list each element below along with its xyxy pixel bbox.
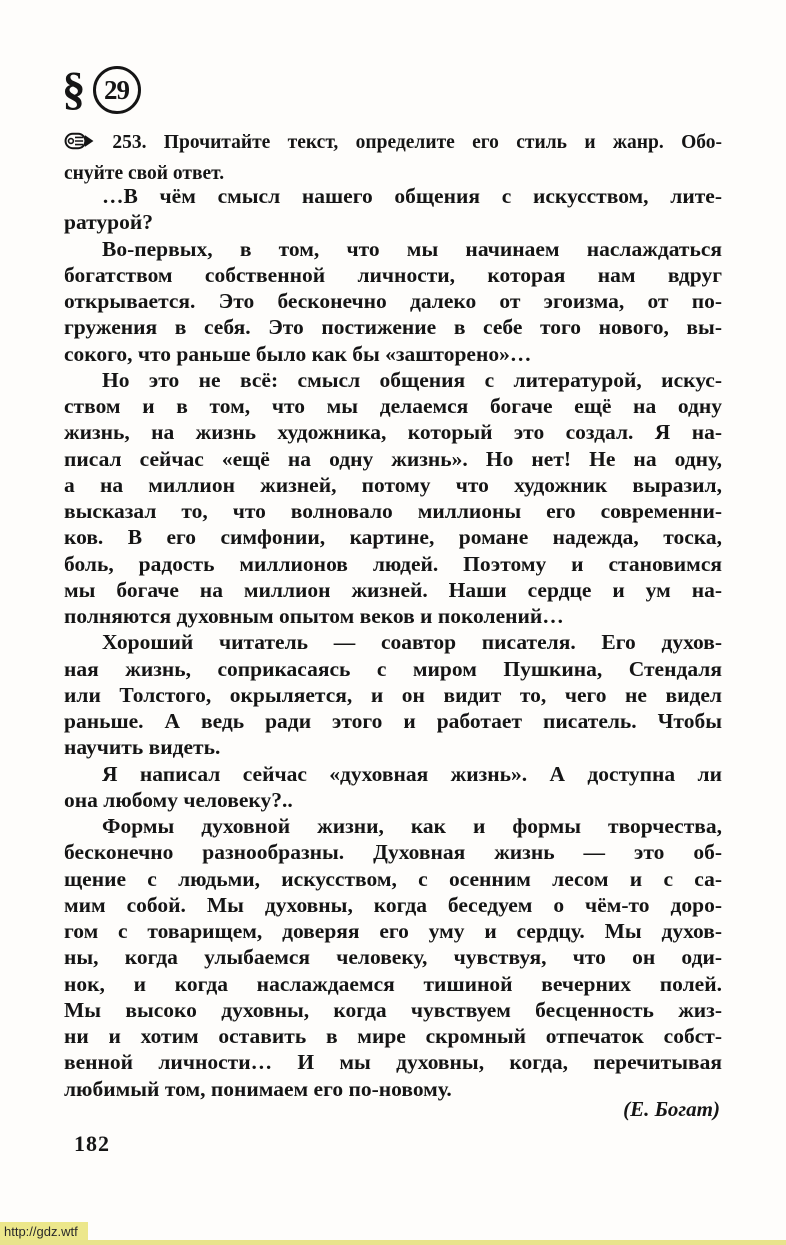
- paragraph-line: Я написал сейчас «духовная жизнь». А доступна ли: [102, 761, 722, 786]
- paragraph-line: …В чём смысл нашего общения с искусством, лите-: [102, 184, 722, 208]
- paragraph: [64, 813, 722, 1102]
- paragraph-line: гружения в себя. Это постижение в себе того нового, вы-: [64, 315, 722, 340]
- paragraph-line: раньше. А ведь ради этого и работает писатель. Чтобы: [64, 709, 722, 733]
- paragraph-line: щение с людьми, искусством, с осенним лесом и с са-: [64, 866, 722, 891]
- watermark-label: http://gdz.wtf: [0, 1222, 88, 1242]
- paragraph-line: а на миллион жизней, потому что художник выразил,: [64, 472, 722, 497]
- paragraph-line: бесконечно разнообразны. Духовная жизнь — это об-: [64, 840, 722, 865]
- paragraph-line: гом с товарищем, доверяя его уму и сердцу. Мы духов-: [64, 919, 722, 943]
- paragraph-line: ная жизнь, соприкасаясь с миром Пушкина, Стендаля: [64, 656, 722, 681]
- paragraph-line: ратурой?: [64, 210, 154, 235]
- paragraph-line: венной личности… И мы духовны, когда, перечитывая: [64, 1050, 722, 1075]
- paragraph-line: она любому человеку?..: [64, 787, 293, 812]
- paragraph-line: любимый том, понимаем его по-новому.: [64, 1076, 452, 1101]
- exercise-header: [64, 129, 722, 188]
- section-header: [62, 62, 141, 115]
- paragraph-line: ны, когда улыбаемся человеку, чувствуя, что он оди-: [64, 945, 722, 970]
- paragraph: [64, 183, 722, 236]
- paragraph-line: богатством собственной личности, которая нам вдруг: [64, 262, 722, 287]
- paragraph: [64, 629, 722, 760]
- paragraph-line: Мы высоко духовны, когда чувствуем бесценность жиз-: [64, 997, 722, 1022]
- paragraph-line: Формы духовной жизни, как и формы творчества,: [102, 814, 722, 838]
- paragraph-line: научить видеть.: [64, 735, 221, 760]
- paragraph-line: мим собой. Мы духовны, когда беседуем о чём-то доро-: [64, 892, 722, 917]
- paragraph-line: мы богаче на миллион жизней. Наши сердце и ум на-: [64, 577, 722, 602]
- paragraph: [64, 367, 722, 630]
- paragraph-line: ков. В его симфонии, картине, романе надежда, тоска,: [64, 525, 722, 550]
- paragraph-line: высказал то, что волновало миллионы его современни-: [64, 499, 722, 523]
- section-number-badge: [93, 66, 141, 114]
- section-number: 29: [104, 74, 129, 105]
- pen-icon: [64, 131, 95, 160]
- exercise-instruction-text: 253. Прочитайте текст, определите его стиль и жанр. Обо-: [112, 132, 722, 153]
- page-number: 182: [74, 1131, 110, 1156]
- paragraph-line: Хороший читатель — соавтор писателя. Его духов-: [102, 630, 722, 655]
- paragraph-line: писал сейчас «ещё на одну жизнь». Но нет! Не на одну,: [64, 446, 722, 471]
- paragraph-line: Но это не всё: смысл общения с литературой, искус-: [102, 367, 722, 392]
- paragraph: [64, 236, 722, 367]
- author-attribution: (Е. Богат): [623, 1097, 720, 1121]
- paragraph-line: ством и в том, что мы делаемся богаче ещё на одну: [64, 394, 722, 418]
- paragraph-line: ни и хотим оставить в мире скромный отпечаток собст-: [64, 1024, 722, 1048]
- paragraph-line: нок, и когда наслаждаемся тишиной вечерних полей.: [64, 971, 722, 996]
- paragraph-line: жизнь, на жизнь художника, который это создал. Я на-: [64, 420, 722, 445]
- paragraph-line: или Толстого, окрыляется, и он видит то, чего не видел: [64, 682, 722, 707]
- paragraph-line: полняются духовным опытом веков и поколений…: [64, 604, 564, 628]
- paragraph-line: открывается. Это бесконечно далеко от эгоизма, от по-: [64, 289, 722, 313]
- paragraph: [64, 761, 722, 814]
- page-bottom-edge-strip: [0, 1240, 786, 1245]
- paragraph-sign: §: [62, 62, 86, 115]
- exercise-instruction-line: [64, 129, 722, 160]
- paragraph-line: Во-первых, в том, что мы начинаем наслаждаться: [102, 236, 722, 261]
- paragraph-line: сокого, что раньше было как бы «зашторено»…: [64, 341, 532, 366]
- text-body: [64, 183, 722, 1102]
- exercise-instruction-line: снуйте свой ответ.: [64, 162, 225, 184]
- paragraph-line: боль, радость миллионов людей. Поэтому и становимся: [64, 551, 722, 576]
